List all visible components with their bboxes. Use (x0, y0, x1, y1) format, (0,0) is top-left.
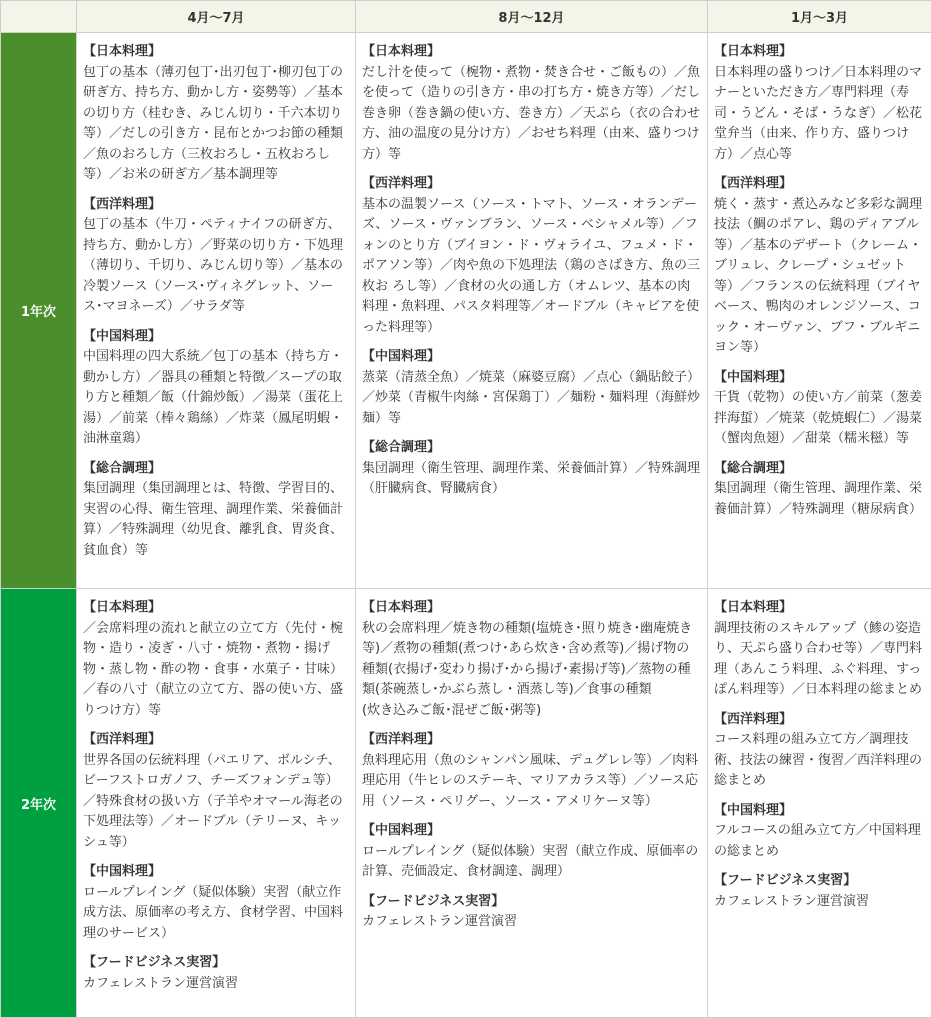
category-block (362, 598, 701, 721)
category-text: カフェレストラン運営演習 (362, 912, 701, 933)
category-text: ／会席料理の流れと献立の立て方（先付・椀物・造り・凌ぎ・八寸・焼物・煮物・揚げ物・蒸し物・酢の物・食事・水菓子・甘味）／春の八寸（献立の立て方、器の使い方、盛りつけ方）等 (83, 619, 349, 722)
category-title: 【中国料理】 (362, 821, 701, 842)
category-text: だし汁を使って（椀物・煮物・焚き合せ・ご飯もの）／魚を使って（造りの引き方・串の打ち方・焼き方等）／だし巻き卵（巻き鍋の使い方、巻き方）／天ぷら（衣の合わせ方、油の温度の見分け方）／おせち料理（由来、盛りつけ方）等 (362, 63, 701, 166)
category-text: 集団調理（集団調理とは、特徴、学習目的、実習の心得、衛生管理、調理作業、栄養価計算）／特殊調理（幼児食、離乳食、胃炎食、貧血食）等 (83, 479, 349, 561)
category-block (714, 368, 925, 450)
category-text: 焼く・蒸す・煮込みなど多彩な調理技法（鯛のポアレ、鶏のディアブル等）／基本のデザート（クレーム・ブリュレ、クレープ・シュゼット等）／フランスの伝統料理（ブイヤベース、鴨肉のオレンジソース、コック・オーヴァン、ブフ・ブルギニヨン等） (714, 195, 925, 359)
category-title: 【中国料理】 (362, 347, 701, 368)
category-block (362, 730, 701, 812)
category-title: 【中国料理】 (83, 862, 349, 883)
term-cell (356, 589, 708, 1018)
category-block (83, 862, 349, 944)
category-block (83, 730, 349, 853)
category-block (714, 174, 925, 359)
category-block (362, 892, 701, 933)
category-text: 集団調理（衛生管理、調理作業、栄養価計算）／特殊調理（肝臓病食、腎臓病食） (362, 459, 701, 500)
category-block (83, 459, 349, 562)
category-text: 包丁の基本（薄刃包丁･出刃包丁･柳刃包丁の研ぎ方、持ち方、動かし方・姿勢等）／基本の切り方（桂むき、みじん切り・千六本切り等）／だしの引き方・昆布とかつお節の種類／魚のおろし方（三枚おろし・五枚おろし等）／お米の研ぎ方／基本調理等 (83, 63, 349, 186)
category-block (714, 801, 925, 863)
category-text: 基本の温製ソース（ソース・トマト、ソース・オランデーズ、ソース・ヴァンブラン、ソース・ベシャメル等）／フォンのとり方（ブイヨン・ド・ヴォライユ、フュメ・ド・ポアソン等）／肉や魚の下処理法（鶏のさばき方、魚の三枚お ろし等）／食材の火の通し方（オムレツ、基本の肉料理・魚料理、パスタ料理等／オードブル（キャビアを使った料理等） (362, 195, 701, 339)
category-text: 秋の会席料理／焼き物の種類(塩焼き･照り焼き･幽庵焼き等)／煮物の種類(煮つけ･あら炊き･含め煮等)／揚げ物の種類(衣揚げ･変わり揚げ･から揚げ･素揚げ等)／蒸物の種類(茶碗蒸し･かぶら蒸し・酒蒸し等)／食事の種類 (炊き込みご飯･混ぜご飯･粥等) (362, 619, 701, 722)
category-text: カフェレストラン運営演習 (83, 974, 349, 995)
term-cell (708, 33, 931, 589)
category-title: 【西洋料理】 (714, 710, 925, 731)
category-text: 集団調理（衛生管理、調理作業、栄養価計算）／特殊調理（糖尿病食） (714, 479, 925, 520)
category-block (714, 598, 925, 701)
category-title: 【総合調理】 (83, 459, 349, 480)
category-title: 【西洋料理】 (362, 730, 701, 751)
category-text: 世界各国の伝統料理（パエリア、ボルシチ、ビーフストロガノフ、チーズフォンデュ等）／特殊食材の扱い方（子羊やオマール海老の下処理法等）／オードブル（テリーヌ、キッシュ等） (83, 751, 349, 854)
category-block (83, 327, 349, 450)
term-cell (356, 33, 708, 589)
category-title: 【西洋料理】 (83, 195, 349, 216)
header-row (1, 1, 931, 33)
category-block (362, 42, 701, 165)
category-text: 日本料理の盛りつけ／日本料理のマナーといただき方／専門料理（寿司・うどん・そば・うなぎ）／松花堂弁当（由来、作り方、盛りつけ方）／点心等 (714, 63, 925, 166)
category-text: 干貨（乾物）の使い方／前菜（葱姜拌海蜇）／焼菜（乾焼蝦仁）／湯菜（蟹肉魚翅）／甜菜（糯米糍）等 (714, 388, 925, 450)
category-title: 【フードビジネス実習】 (362, 892, 701, 913)
category-title: 【日本料理】 (714, 42, 925, 63)
column-header: 4月～7月 (77, 1, 356, 33)
category-title: 【日本料理】 (83, 42, 349, 63)
year-label: 2年次 (1, 589, 77, 1018)
category-title: 【日本料理】 (362, 598, 701, 619)
category-block (362, 347, 701, 429)
column-header: 8月～12月 (356, 1, 708, 33)
category-text: コース料理の組み立て方／調理技術、技法の練習・復習／西洋料理の総まとめ (714, 730, 925, 792)
category-title: 【フードビジネス実習】 (714, 871, 925, 892)
category-text: フルコースの組み立て方／中国料理の総まとめ (714, 821, 925, 862)
category-title: 【日本料理】 (83, 598, 349, 619)
year-label: 1年次 (1, 33, 77, 589)
category-block (83, 598, 349, 721)
category-title: 【フードビジネス実習】 (83, 953, 349, 974)
category-title: 【西洋料理】 (83, 730, 349, 751)
category-title: 【西洋料理】 (714, 174, 925, 195)
category-block (362, 174, 701, 338)
category-block (714, 42, 925, 165)
column-header: 1月～3月 (708, 1, 931, 33)
category-text: 調理技術のスキルアップ（鯵の姿造り、天ぷら盛り合わせ等）／専門料理（あんこう料理、ふぐ料理、すっぽん料理等）／日本料理の総まとめ (714, 619, 925, 701)
category-title: 【中国料理】 (83, 327, 349, 348)
category-block (714, 710, 925, 792)
category-text: 魚料理応用（魚のシャンパン風味、デュグレレ等）／肉料理応用（牛ヒレのステーキ、マリアカラス等）／ソース応用（ソース・ペリグー、ソース・アメリケーヌ等） (362, 751, 701, 813)
term-cell (77, 33, 356, 589)
category-title: 【日本料理】 (362, 42, 701, 63)
category-title: 【西洋料理】 (362, 174, 701, 195)
year-row (1, 33, 931, 589)
category-block (83, 953, 349, 994)
category-text: カフェレストラン運営演習 (714, 892, 925, 913)
category-title: 【中国料理】 (714, 801, 925, 822)
category-title: 【日本料理】 (714, 598, 925, 619)
category-block (714, 459, 925, 521)
category-text: ロールプレイング（疑似体験）実習（献立作成、原価率の計算、売価設定、食材調達、調理） (362, 842, 701, 883)
category-block (714, 871, 925, 912)
category-title: 【総合調理】 (362, 438, 701, 459)
category-text: 中国料理の四大系統／包丁の基本（持ち方・動かし方）／器具の種類と特徴／スープの取り方と種類／飯（什錦炒飯）／湯菜（蛋花上湯）／前菜（棒々鶏絲）／炸菜（鳳尾明蝦・油淋童鶏） (83, 347, 349, 450)
corner-cell (1, 1, 77, 33)
term-cell (77, 589, 356, 1018)
category-title: 【中国料理】 (714, 368, 925, 389)
category-text: 包丁の基本（牛刀・ペティナイフの研ぎ方、持ち方、動かし方）／野菜の切り方・下処理（薄切り、千切り、みじん切り等）／基本の冷製ソース（ソース･ヴィネグレット、ソース･マヨネーズ）／サラダ等 (83, 215, 349, 318)
category-text: 蒸菜（清蒸全魚）／焼菜（麻婆豆腐）／点心（鍋貼餃子）／炒菜（青椒牛肉絲・宮保鶏丁）／麺粉・麺料理（海鮮炒麺）等 (362, 368, 701, 430)
term-cell (708, 589, 931, 1018)
category-title: 【総合調理】 (714, 459, 925, 480)
year-row (1, 589, 931, 1018)
category-block (362, 821, 701, 883)
category-block (83, 195, 349, 318)
category-text: ロールプレイング（疑似体験）実習（献立作成方法、原価率の考え方、食材学習、中国料理のサービス） (83, 883, 349, 945)
category-block (362, 438, 701, 500)
category-block (83, 42, 349, 186)
